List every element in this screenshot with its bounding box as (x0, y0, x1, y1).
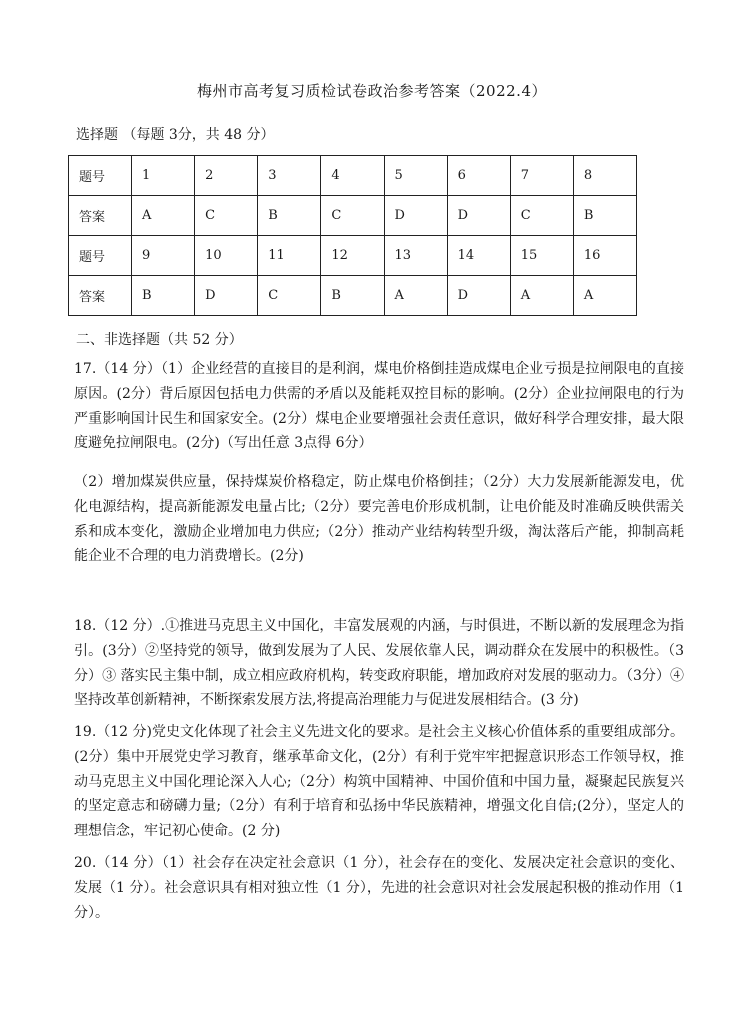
row-header-cell: 答案 (69, 196, 132, 236)
table-cell: B (321, 276, 384, 316)
table-row (69, 276, 637, 316)
table-cell: C (258, 276, 321, 316)
table-cell: 4 (321, 156, 384, 196)
table-cell: 10 (195, 236, 258, 276)
table-cell: 13 (384, 236, 447, 276)
row-header-cell: 答案 (69, 276, 132, 316)
row-header-cell: 题号 (69, 156, 132, 196)
choice-section-header: 选择题 （每题 3分，共 48 分） (76, 127, 275, 143)
table-cell: A (132, 196, 195, 236)
table-cell: 2 (195, 156, 258, 196)
q17-part2-answer: （2）增加煤炭供应量，保持煤炭价格稳定，防止煤电价格倒挂；（2分）大力发展新能源发电，优化电源结构，提高新能源发电量占比;（2分）要完善电价形成机制，让电价能及时准确反映供需关系和成本变化，激励企业增加电力供应;（2分）推动产业结构转型升级，淘汰落后产能，抑制高耗能企业不合理的电力消费增长。(2分) (74, 474, 684, 565)
table-cell: C (510, 196, 573, 236)
table-cell: 16 (573, 236, 636, 276)
table-cell: 11 (258, 236, 321, 276)
table-cell: 5 (384, 156, 447, 196)
page-title: 梅州市高考复习质检试卷政治参考答案（2022.4） (197, 82, 547, 100)
table-cell: C (321, 196, 384, 236)
table-cell: A (573, 276, 636, 316)
table-cell: 3 (258, 156, 321, 196)
table-row (69, 156, 637, 196)
table-cell: B (573, 196, 636, 236)
q18-answer: 18.（12 分）.①推进马克思主义中国化，丰富发展观的内涵，与时俱进，不断以新的发展理念为指引。(3分）②坚持党的领导，做到发展为了人民、发展依靠人民，调动群众在发展中的积极性。（3分）③ 落实民主集中制，成立相应政府机构，转变政府职能，增加政府对发展的驱动力。（3分）④ 坚持改革创新精神，不断探索发展方法,将提高治理能力与促进发展相结合。(3 分) (74, 618, 684, 709)
table-cell: B (132, 276, 195, 316)
answer-table (68, 155, 637, 316)
table-cell: D (195, 276, 258, 316)
q20-answer: 20.（14 分）（1）社会存在决定社会意识（1 分），社会存在的变化、发展决定社会意识的变化、发展（1 分）。社会意识具有相对独立性（1 分），先进的社会意识对社会发展起积极的推动作用（1 分）。 (74, 855, 684, 921)
table-row (69, 196, 637, 236)
row-header-cell: 题号 (69, 236, 132, 276)
table-cell: 6 (447, 156, 510, 196)
table-cell: B (258, 196, 321, 236)
table-row (69, 236, 637, 276)
table-cell: 7 (510, 156, 573, 196)
nonchoice-section-header: 二、非选择题（共 52 分） (76, 332, 243, 348)
q19-answer: 19.（12 分)党史文化体现了社会主义先进文化的要求。是社会主义核心价值体系的重要组成部分。(2分）集中开展党史学习教育，继承革命文化，(2分）有利于党牢牢把握意识形态工作领导权，推动马克思主义中国化理论深入人心;（2分）构筑中国精神、中国价值和中国力量，凝聚起民族复兴的坚定意志和磅礴力量;（2分）有利于培育和弘扬中华民族精神，增强文化自信;(2分），坚定人的理想信念，牢记初心使命。(2 分) (74, 724, 684, 840)
table-cell: D (447, 196, 510, 236)
table-cell: D (447, 276, 510, 316)
q17-part1-answer: 17.（14 分）（1）企业经营的直接目的是利润，煤电价格倒挂造成煤电企业亏损是拉闸限电的直接原因。(2分）背后原因包括电力供需的矛盾以及能耗双控目标的影响。(2分）企业拉闸限电的行为严重影响国计民生和国家安全。(2分）煤电企业要增强社会责任意识，做好科学合理安排，最大限度避免拉闸限电。(2分)（写出任意 3点得 6分） (74, 361, 684, 452)
table-cell: 9 (132, 236, 195, 276)
table-cell: 12 (321, 236, 384, 276)
table-cell: 1 (132, 156, 195, 196)
table-cell: 14 (447, 236, 510, 276)
table-cell: 8 (573, 156, 636, 196)
table-cell: C (195, 196, 258, 236)
table-cell: A (510, 276, 573, 316)
table-cell: D (384, 196, 447, 236)
table-cell: 15 (510, 236, 573, 276)
table-cell: A (384, 276, 447, 316)
